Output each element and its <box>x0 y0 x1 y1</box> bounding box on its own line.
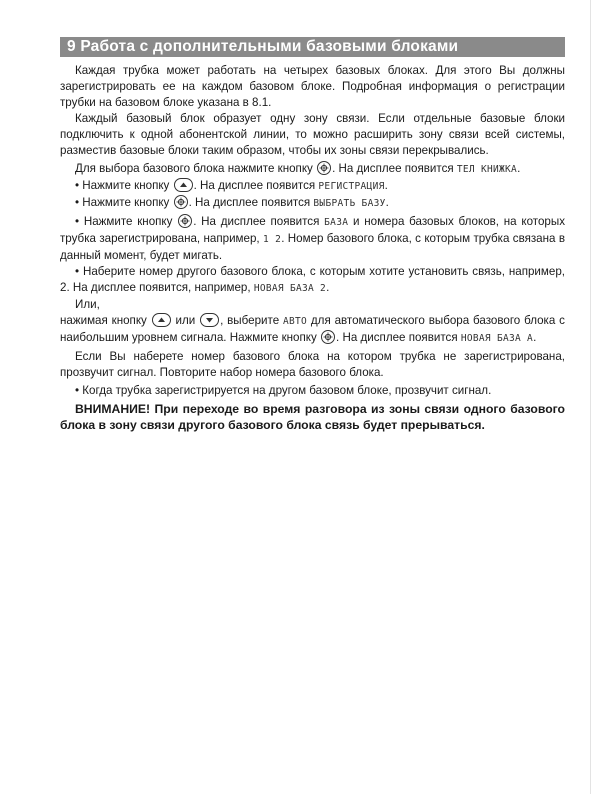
section-heading: 9 Работа с дополнительными базовыми блоками <box>60 37 565 57</box>
menu-key-icon <box>178 214 192 228</box>
paragraph-coverage: Каждый базовый блок образует одну зону связи. Если отдельные базовые блоки подключить к одной абонентской линии, то можно расширить зону связи всей системы, разместив базовые блоки таким образом, чтобы их зоны связи перекрывались. <box>60 112 565 157</box>
bullet-registered-signal: • Когда трубка зарегистрируется на другом базовом блоке, прозвучит сигнал. <box>75 384 492 397</box>
display-text-choose-base: ВЫБРАТЬ БАЗУ <box>313 198 386 209</box>
up-arrow-key-icon <box>174 178 193 192</box>
menu-key-icon <box>317 161 331 175</box>
menu-key-icon <box>174 195 188 209</box>
display-text-new-base: НОВАЯ БАЗА 2 <box>253 283 327 294</box>
display-text-new-base-auto: НОВАЯ БАЗА А <box>460 333 534 344</box>
bullet-choose-base: • Нажмите кнопку . На дисплее появится ВЫБРАТЬ БАЗУ. <box>75 196 389 209</box>
display-text-base: БАЗА <box>324 217 349 228</box>
bullet-dial-base: • Наберите номер другого базового блока, с которым хотите установить связь, например, 2. На дисплее появится, например, НОВАЯ БАЗА 2. <box>60 265 565 294</box>
display-text-base-numbers: 1 2 <box>263 234 282 245</box>
display-text-registration: РЕГИСТРАЦИЯ <box>318 181 385 192</box>
up-arrow-key-icon <box>152 313 171 327</box>
paragraph-or: Или, <box>75 298 100 311</box>
warning-note: ВНИМАНИЕ! При переходе во время разговора из зоны связи одного базового блока в зону связи другого базового блока связь будет прерываться. <box>60 402 565 432</box>
paragraph-intro: Каждая трубка может работать на четырех базовых блоках. Для этого Вы должны зарегистрировать ее на каждом базовом блоке. Подробная информация о регистрации трубки на базовом блоке указана в 8.1. <box>60 64 565 109</box>
paragraph-unregistered: Если Вы наберете номер базового блока на котором трубка не зарегистрирована, прозвучит сигнал. Повторите набор номера базового блока. <box>60 350 565 379</box>
menu-key-icon <box>321 330 335 344</box>
down-arrow-key-icon <box>200 313 219 327</box>
bullet-base-list: • Нажмите кнопку . На дисплее появится БАЗА и номера базовых блоков, на которых трубка зарегистрирована, например, 1 2. Номер базового блока, с которым трубка связана в данный момент, будет мигать. <box>60 215 565 262</box>
bullet-register: • Нажмите кнопку . На дисплее появится РЕГИСТРАЦИЯ. <box>75 179 388 192</box>
paragraph-select-base: Для выбора базового блока нажмите кнопку . На дисплее появится ТЕЛ КНИЖКА. <box>75 162 521 175</box>
paragraph-auto-select: нажимая кнопку или , выберите АВТО для автоматического выбора базового блока с наибольшим уровнем сигнала. Нажмите кнопку . На дисплее появится НОВАЯ БАЗА А. <box>60 314 565 344</box>
display-text-auto: АВТО <box>283 316 308 327</box>
page-edge-line <box>590 0 591 794</box>
display-text-phonebook: ТЕЛ КНИЖКА <box>456 164 518 175</box>
